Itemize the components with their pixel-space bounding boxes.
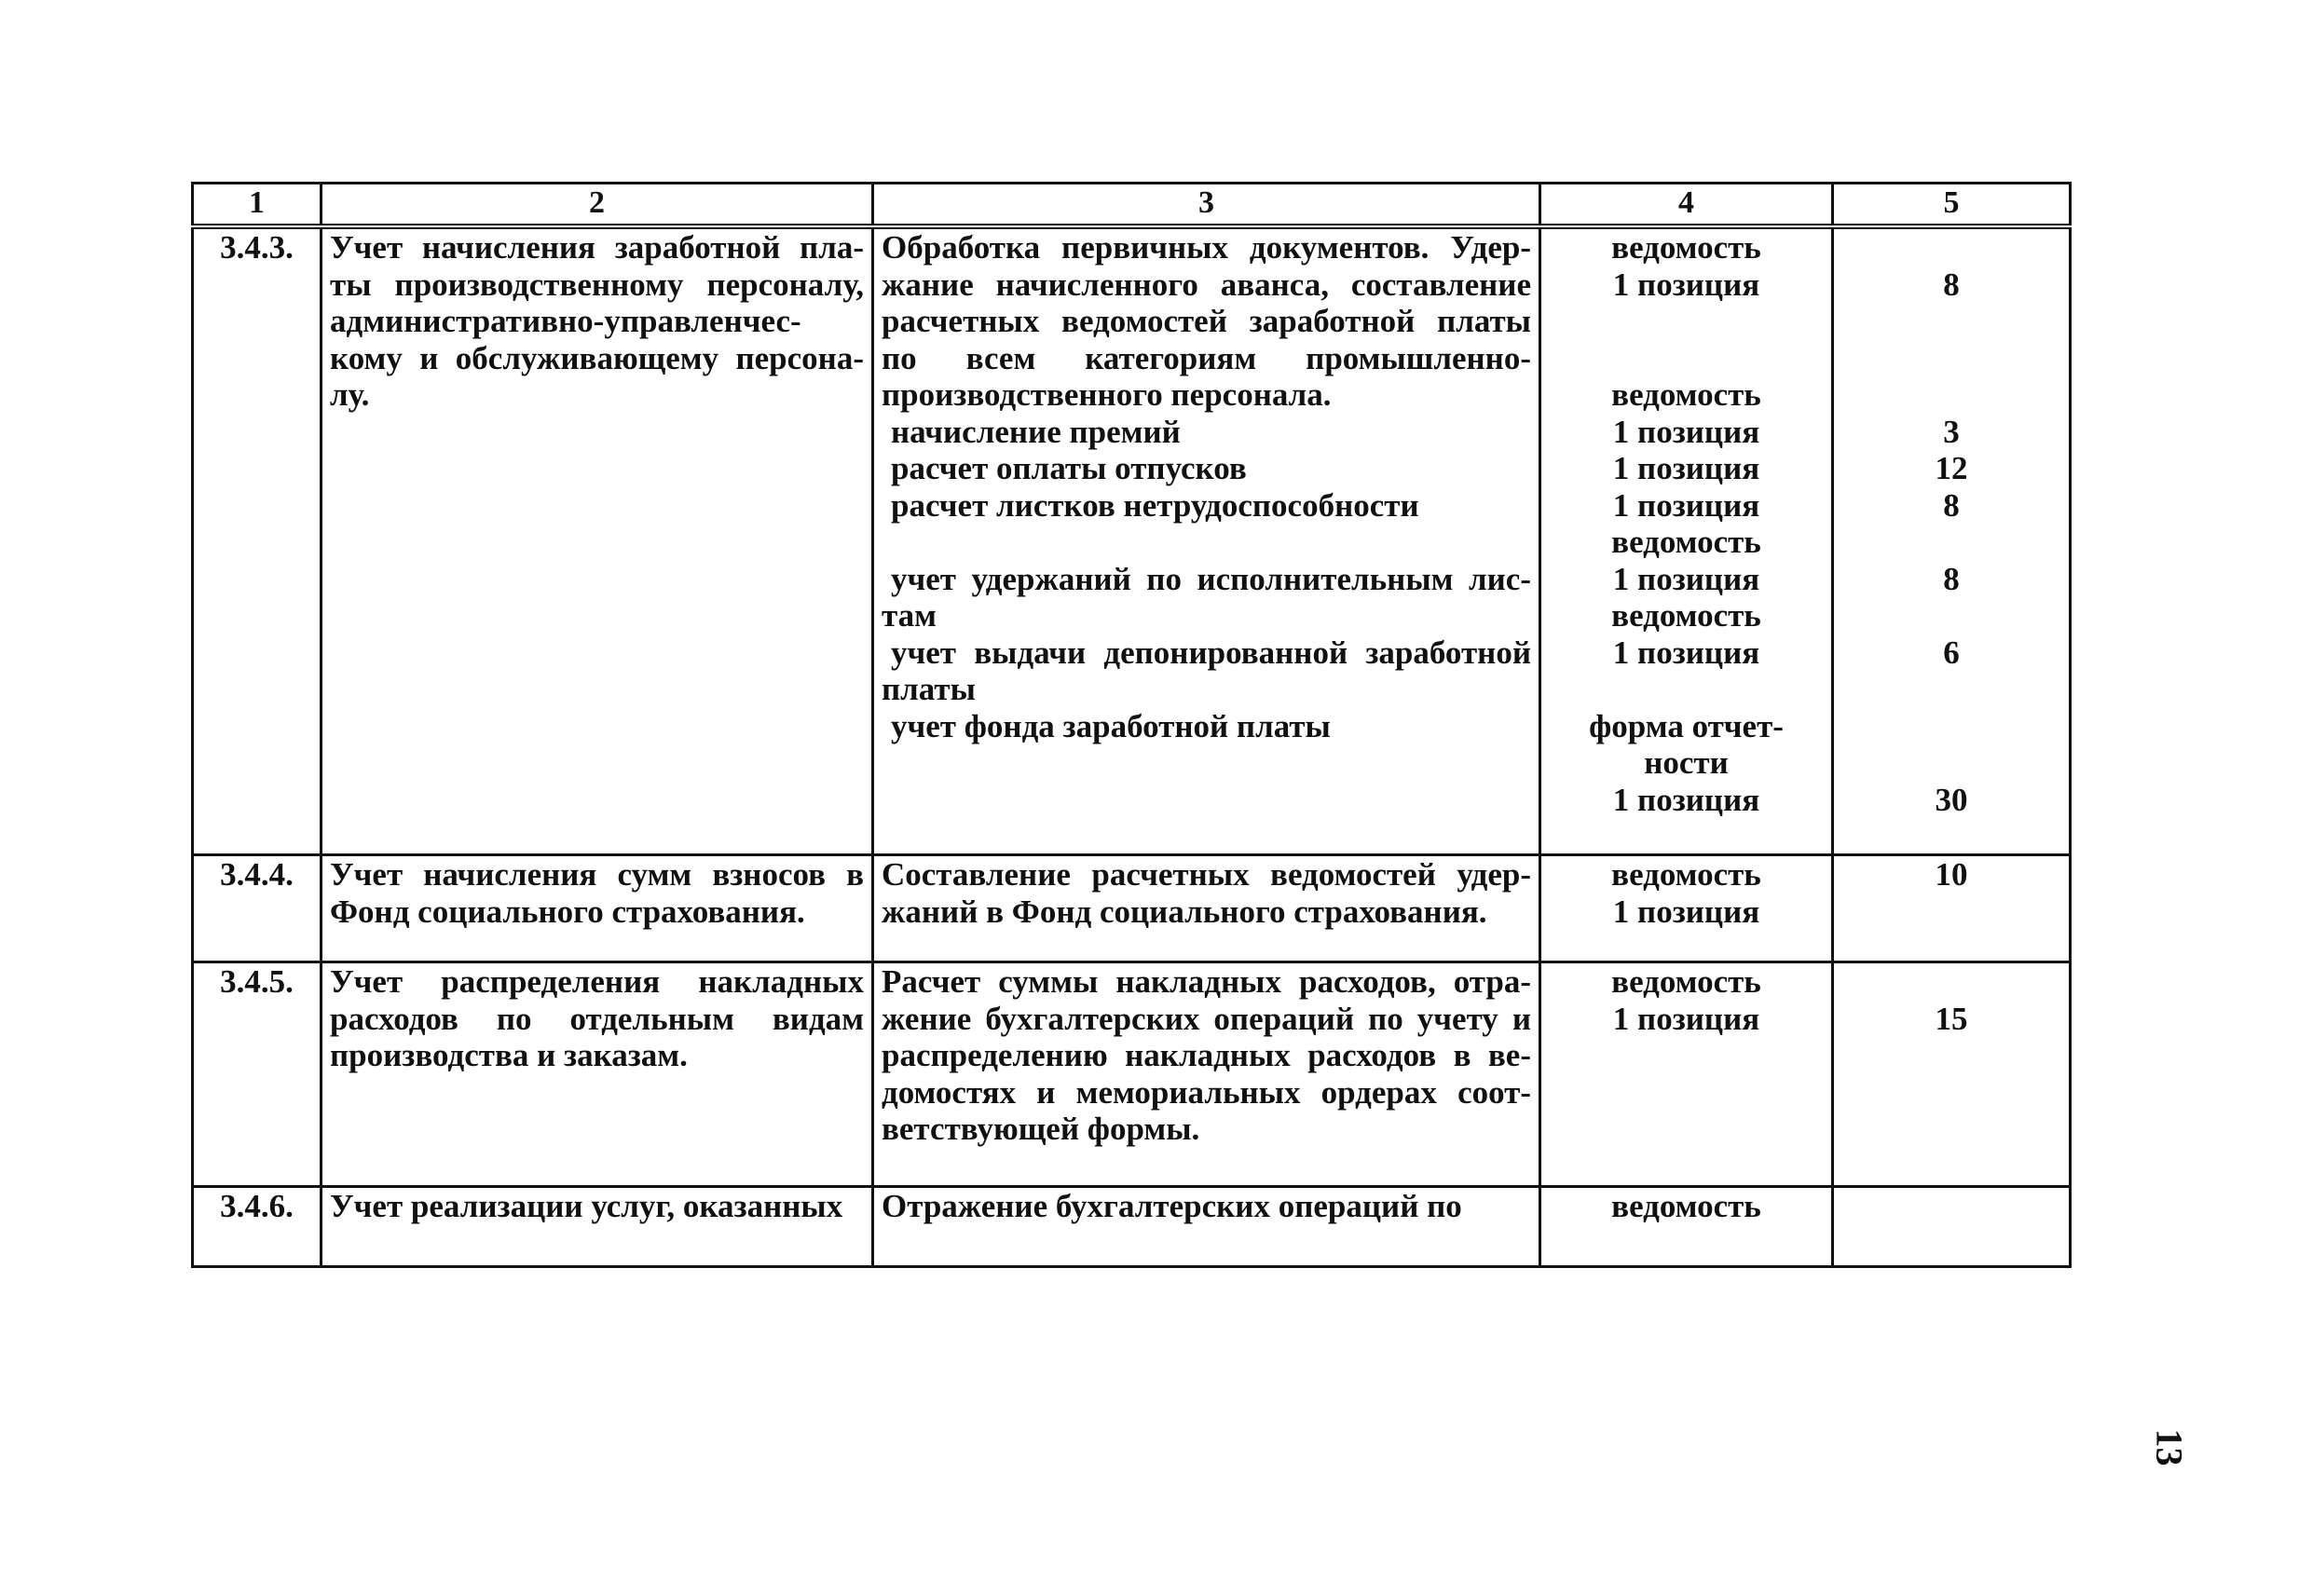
text-line	[882, 524, 1531, 561]
text-line: Учет начисления заработной пла-	[330, 229, 864, 266]
text-line: ведомость	[1611, 376, 1761, 413]
text-line: 1 позиция	[1612, 781, 1760, 818]
work-description	[873, 226, 1540, 855]
text-line: 30	[1935, 781, 1968, 818]
text-line: ведомость	[1611, 1188, 1761, 1224]
text-line: по всем категориям промышленно-	[882, 339, 1531, 376]
item-number: 3.4.6.	[193, 1187, 321, 1267]
text-line: ведомость	[1611, 963, 1761, 1000]
column-number: 5	[1833, 184, 2071, 227]
text-line: распределению накладных расходов в ве-	[882, 1037, 1531, 1073]
text-line: Составление расчетных ведомостей удер-	[882, 856, 1531, 893]
text-line: ведомость	[1611, 229, 1761, 266]
text-line: там	[882, 597, 937, 634]
unit-of-measure	[1540, 226, 1833, 855]
text-line: 1 позиция	[1612, 634, 1760, 671]
text-line	[1841, 524, 2061, 561]
text-line: 15	[1935, 1000, 1968, 1037]
text-line: производства и заказам.	[330, 1037, 688, 1073]
text-line	[1841, 597, 2061, 634]
text-line	[1841, 963, 2061, 1001]
column-number: 4	[1540, 184, 1833, 227]
text-line	[1549, 303, 1824, 340]
text-line: Учет распределения накладных	[330, 963, 864, 1000]
unit-of-measure	[1540, 855, 1833, 962]
text-line	[1841, 744, 2061, 782]
text-line	[1841, 229, 2061, 266]
text-line: 12	[1935, 450, 1968, 486]
text-line: административно-управленчес-	[330, 303, 801, 339]
text-line: Расчет суммы накладных расходов, отра-	[882, 963, 1531, 1000]
table-row	[193, 855, 2071, 962]
text-line: расходов по отдельным видам	[330, 1000, 864, 1037]
table-row	[193, 226, 2071, 855]
work-description	[873, 1187, 1540, 1267]
text-line: ведомость	[1611, 597, 1761, 634]
quantity	[1833, 962, 2071, 1187]
text-line	[1549, 671, 1824, 708]
work-description	[873, 962, 1540, 1187]
text-line: 1 позиция	[1612, 893, 1760, 930]
work-norms-table	[191, 182, 2072, 1268]
text-line: платы	[882, 671, 976, 707]
quantity	[1833, 226, 2071, 855]
text-line: ведомость	[1611, 524, 1761, 560]
item-name	[321, 962, 873, 1187]
text-line: ты производственному персоналу,	[330, 266, 864, 303]
text-line	[1841, 376, 2061, 414]
column-number: 2	[321, 184, 873, 227]
document-table-wrapper	[191, 182, 2069, 1268]
text-line: 3	[1943, 413, 1960, 450]
text-line: 1 позиция	[1612, 560, 1760, 597]
text-line: 1 позиция	[1612, 1000, 1760, 1037]
text-line: Фонд социального страхования.	[330, 893, 805, 930]
text-line: начисление премий	[891, 413, 1181, 450]
unit-of-measure	[1540, 962, 1833, 1187]
item-name	[321, 855, 873, 962]
text-line: Учет реализации услуг, оказанных	[330, 1188, 843, 1224]
text-line	[1841, 1188, 2061, 1225]
text-line	[1549, 340, 1824, 377]
quantity	[1833, 1187, 2071, 1267]
text-line: 1 позиция	[1612, 266, 1760, 303]
text-line: ветствующей формы.	[882, 1111, 1200, 1147]
text-line: 8	[1943, 486, 1960, 524]
text-line: расчет листков нетрудоспособности	[891, 486, 1419, 524]
text-line: жаний в Фонд социального страхования.	[882, 893, 1487, 930]
text-line: 8	[1943, 266, 1960, 303]
text-line: 8	[1943, 560, 1960, 597]
text-line: форма отчет-	[1589, 707, 1784, 744]
text-line: ности	[1644, 744, 1729, 781]
item-number: 3.4.4.	[193, 855, 321, 962]
text-line: жание начисленного аванса, составление	[882, 266, 1531, 303]
text-line: 6	[1943, 634, 1960, 671]
text-line: 1 позиция	[1612, 413, 1760, 450]
text-line: Обработка первичных документов. Удер-	[882, 229, 1531, 266]
text-line: домостях и мемориальных ордерах соот-	[882, 1073, 1531, 1111]
text-line: Учет начисления сумм взносов в	[330, 856, 864, 893]
text-line	[1841, 303, 2061, 340]
text-line: расчетных ведомостей заработной платы	[882, 303, 1531, 339]
item-number: 3.4.5.	[193, 962, 321, 1187]
column-number: 1	[193, 184, 321, 227]
table-row	[193, 1187, 2071, 1267]
text-line: учет выдачи депонированной заработной	[891, 634, 1531, 671]
text-line: 1 позиция	[1612, 486, 1760, 524]
column-number-row	[193, 184, 2071, 227]
text-line	[1841, 671, 2061, 708]
text-line: лу.	[330, 376, 370, 413]
text-line: расчет оплаты отпусков	[891, 450, 1247, 486]
column-number: 3	[873, 184, 1540, 227]
text-line: 10	[1935, 856, 1968, 893]
item-name	[321, 226, 873, 855]
table-row	[193, 962, 2071, 1187]
text-line	[1841, 340, 2061, 377]
unit-of-measure	[1540, 1187, 1833, 1267]
text-line	[1841, 708, 2061, 745]
text-line: Отражение бухгалтерских операций по	[882, 1188, 1462, 1224]
work-description	[873, 855, 1540, 962]
text-line: ведомость	[1611, 856, 1761, 893]
text-line: кому и обслуживающему персона-	[330, 339, 864, 376]
item-number: 3.4.3.	[193, 226, 321, 855]
text-line: учет удержаний по исполнительным лис-	[891, 560, 1531, 597]
text-line: учет фонда заработной платы	[891, 707, 1331, 744]
quantity	[1833, 855, 2071, 962]
item-name	[321, 1187, 873, 1267]
page-number: 13	[2148, 1428, 2191, 1466]
text-line: жение бухгалтерских операций по учету и	[882, 1000, 1531, 1037]
text-line: производственного персонала.	[882, 376, 1332, 413]
text-line: 1 позиция	[1612, 450, 1760, 486]
